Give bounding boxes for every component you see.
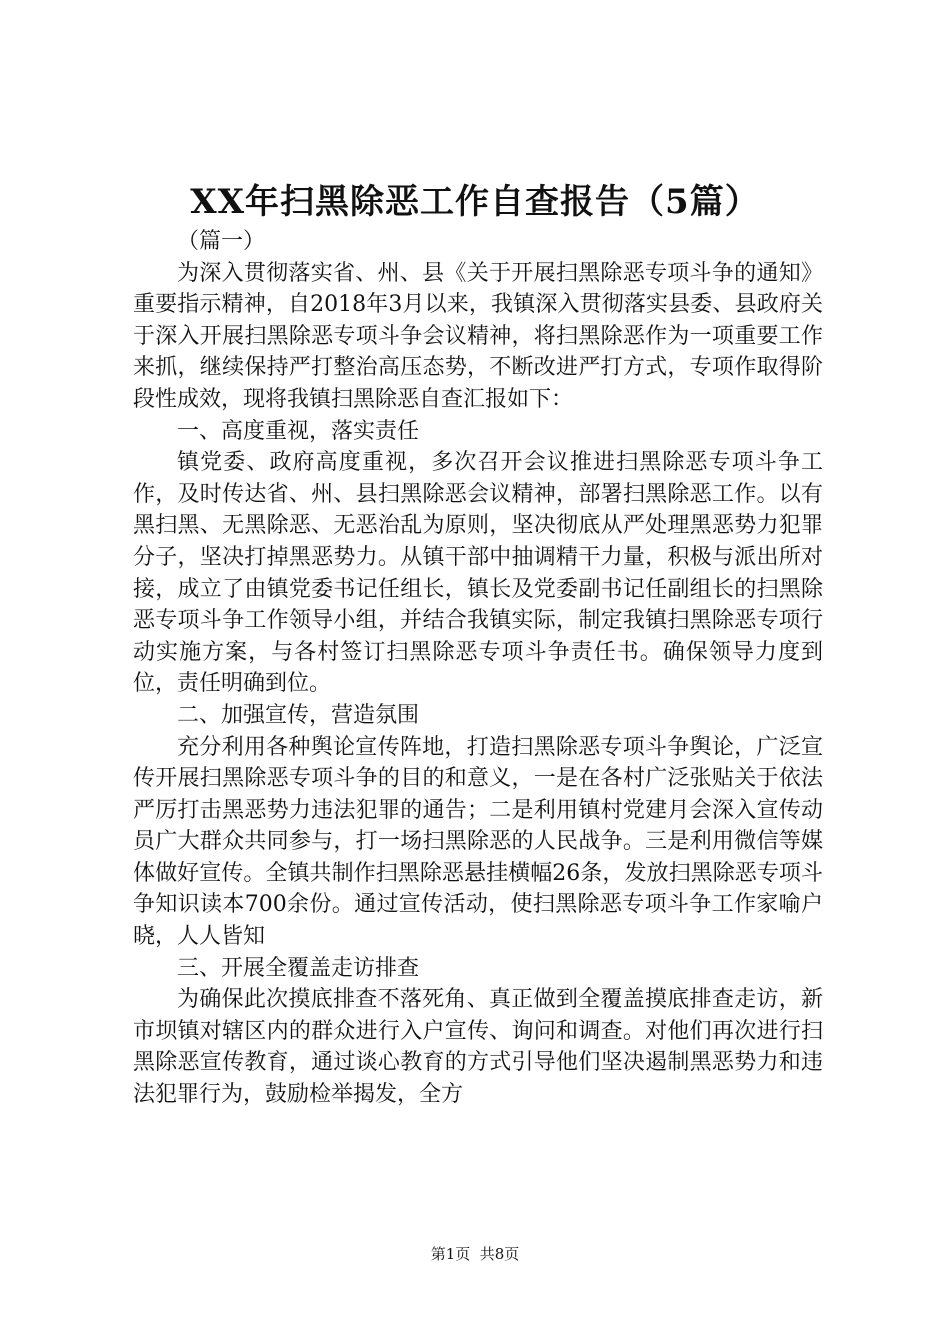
section-heading-3: 三、开展全覆盖走访排查 — [177, 955, 420, 981]
document-body — [133, 226, 823, 1111]
section-paragraph-3: 为确保此次摸底排查不落死角、真正做到全覆盖摸底排查走访，新市坝镇对辖区内的群众进行入户宣传、询问和调查。对他们再次进行扫黑除恶宣传教育，通过谈心教育的方式引导他们坚决遏制黑恶势力和违法犯罪行为，鼓励检举揭发，全方 — [133, 987, 823, 1108]
section-heading-2: 二、加强宣传，营造氛围 — [177, 702, 420, 728]
section-paragraph-1: 镇党委、政府高度重视，多次召开会议推进扫黑除恶专项斗争工作，及时传达省、州、县扫黑除恶会议精神，部署扫黑除恶工作。以有黑扫黑、无黑除恶、无恶治乱为原则，坚决彻底从严处理黑恶势力犯罪分子，坚决打掉黑恶势力。从镇干部中抽调精干力量，积极与派出所对接，成立了由镇党委书记任组长，镇长及党委副书记任副组长的扫黑除恶专项斗争工作领导小组，并结合我镇实际，制定我镇扫黑除恶专项行动实施方案，与各村签订扫黑除恶专项斗争责任书。确保领导力度到位，责任明确到位。 — [133, 450, 823, 697]
section-paragraph-2: 充分利用各种舆论宣传阵地，打造扫黑除恶专项斗争舆论，广泛宣传开展扫黑除恶专项斗争的目的和意义，一是在各村广泛张贴关于依法严厉打击黑恶势力违法犯罪的通告；二是利用镇村党建月会深入宣传动员广大群众共同参与，打一场扫黑除恶的人民战争。三是利用微信等媒体做好宣传。全镇共制作扫黑除恶悬挂横幅26条，发放扫黑除恶专项斗争知识读本700余份。通过宣传活动，使扫黑除恶专项斗争工作家喻户晓，人人皆知 — [133, 734, 823, 950]
section-heading-1: 一、高度重视，落实责任 — [177, 418, 420, 444]
page-number-footer: 第1页 共8页 — [430, 1245, 520, 1263]
document-title: XX年扫黑除恶工作自查报告（5篇） — [190, 182, 760, 222]
section-label: （篇一） — [177, 229, 266, 254]
intro-paragraph: 为深入贯彻落实省、州、县《关于开展扫黑除恶专项斗争的通知》重要指示精神，自2018年3月以来，我镇深入贯彻落实县委、县政府关于深入开展扫黑除恶专项斗争会议精神，将扫黑除恶作为一项重要工作来抓，继续保持严打整治高压态势，不断改进严打方式，专项作取得阶段性成效，现将我镇扫黑除恶自查汇报如下： — [133, 260, 823, 412]
